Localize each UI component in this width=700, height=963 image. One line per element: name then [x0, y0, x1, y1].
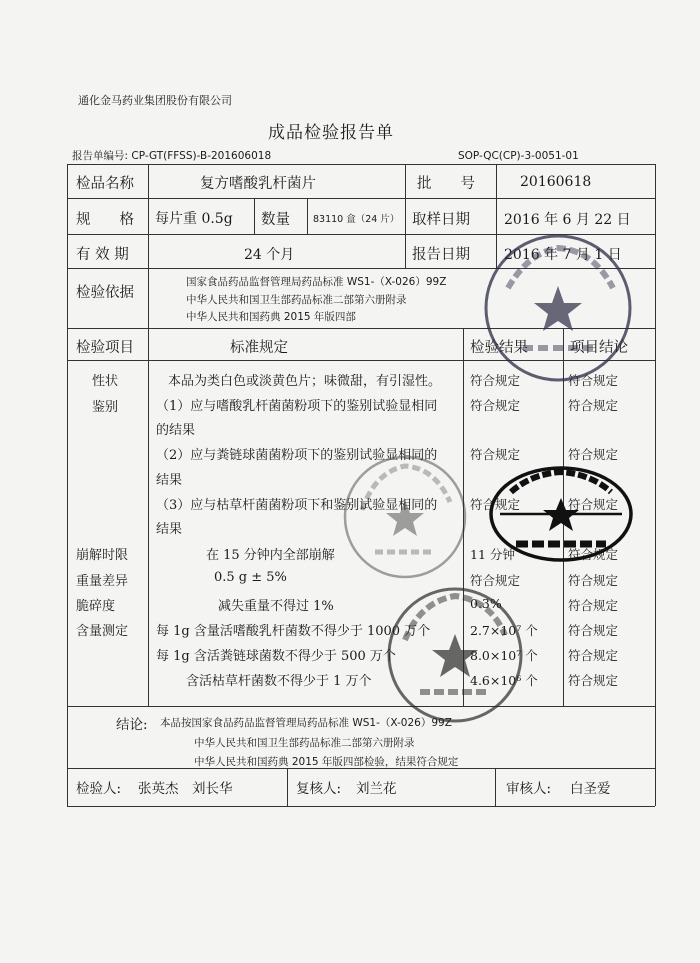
result-content-3: 4.6×10⁶ 个 — [470, 673, 538, 688]
col-standard-header: 标准规定 — [230, 340, 288, 356]
auditor-name: 白圣爱 — [570, 781, 611, 797]
conclusion-cell: 符合规定 — [568, 673, 619, 688]
quality-seal-stamp — [340, 452, 470, 582]
spec-label: 规 格 — [76, 212, 134, 228]
col-divider — [254, 198, 255, 234]
result-disintegration: 11 分钟 — [470, 547, 515, 562]
conclusion-cell: 符合规定 — [568, 398, 619, 413]
quantity-value: 83110 盒（24 片） — [313, 214, 400, 225]
conclusion-cell: 符合规定 — [568, 598, 619, 613]
standard-identification-1: 的结果 — [156, 423, 196, 438]
result-weight: 符合规定 — [470, 573, 521, 588]
sample-date-label: 取样日期 — [412, 212, 470, 228]
col-conclusion-header: 项目结论 — [570, 340, 628, 356]
col-divider — [495, 768, 496, 806]
standard-disintegration: 在 15 分钟内全部崩解 — [206, 548, 335, 563]
quality-management-oval-stamp — [486, 462, 636, 566]
table-border-left — [67, 164, 68, 806]
standard-appearance: 本品为类白色或淡黄色片；味微甜，有引湿性。 — [168, 374, 442, 389]
page-title: 成品检验报告单 — [268, 123, 394, 143]
validity-label: 有 效 期 — [76, 247, 129, 263]
standard-identification-1: （1）应与嗜酸乳杆菌菌粉项下的鉴别试验显相同 — [156, 399, 438, 414]
batch-number: 20160618 — [520, 174, 592, 190]
item-content: 含量测定 — [76, 624, 129, 639]
standard-friability: 减失重量不得过 1% — [218, 599, 334, 614]
batch-label: 批 号 — [417, 176, 475, 192]
result-identification-3: 符合规定 — [470, 497, 521, 512]
conclusion-cell: 符合规定 — [568, 573, 619, 588]
report-date: 2016 年 7 月 1 日 — [504, 247, 622, 263]
inspection-seal-stamp — [478, 228, 638, 388]
basis-line: 国家食品药品监督管理局药品标准 WS1-（X-026）99Z — [186, 276, 447, 288]
standard-weight: 0.5 g ± 5% — [214, 570, 287, 585]
conclusion-cell: 符合规定 — [568, 447, 619, 462]
conclusion-cell: 符合规定 — [568, 547, 619, 562]
validity-value: 24 个月 — [244, 247, 295, 263]
row-divider — [67, 706, 655, 707]
quality-dept-seal-stamp — [380, 580, 530, 730]
result-content-1: 2.7×10⁷ 个 — [470, 623, 538, 638]
spec-value: 每片重 0.5g — [155, 211, 233, 227]
product-name: 复方嗜酸乳杆菌片 — [200, 176, 316, 192]
result-content-2: 8.0×10⁷ 个 — [470, 648, 538, 663]
basis-line: 中华人民共和国卫生部药品标准二部第六册附录 — [186, 294, 407, 306]
basis-line: 中华人民共和国药典 2015 年版四部 — [186, 311, 356, 323]
col-divider — [148, 164, 149, 706]
conclusion-line: 中华人民共和国药典 2015 年版四部检验，结果符合规定 — [194, 756, 459, 768]
auditor-label: 审核人: — [506, 781, 552, 797]
reviewer-label: 复核人: — [296, 781, 342, 797]
sample-date: 2016 年 6 月 22 日 — [504, 212, 631, 228]
table-border-top — [67, 164, 655, 165]
report-number: 报告单编号: CP-GT(FFSS)-B-201606018 — [72, 150, 272, 162]
col-item-header: 检验项目 — [76, 340, 134, 356]
company-name: 通化金马药业集团股份有限公司 — [78, 94, 232, 107]
col-result-header: 检验结果 — [470, 340, 528, 356]
conclusion-label: 结论: — [116, 717, 148, 733]
conclusion-cell: 符合规定 — [568, 373, 619, 388]
reviewer-name: 刘兰花 — [356, 781, 397, 797]
report-date-label: 报告日期 — [412, 247, 470, 263]
result-friability: 0.3% — [470, 596, 502, 611]
result-appearance: 符合规定 — [470, 373, 521, 388]
quantity-label: 数量 — [261, 212, 290, 228]
result-identification-1: 符合规定 — [470, 398, 521, 413]
item-identification: 鉴别 — [92, 400, 119, 415]
standard-identification-3: 结果 — [156, 522, 183, 537]
conclusion-line: 中华人民共和国卫生部药品标准二部第六册附录 — [194, 737, 415, 749]
sop-number: SOP-QC(CP)-3-0051-01 — [458, 150, 579, 162]
standard-content-3: 含活枯草杆菌数不得少于 1 万个 — [186, 674, 372, 689]
inspector-label: 检验人: — [76, 781, 122, 797]
product-label: 检品名称 — [76, 176, 134, 192]
item-disintegration: 崩解时限 — [76, 548, 129, 563]
item-friability: 脆碎度 — [76, 599, 116, 614]
col-divider — [405, 164, 406, 268]
standard-content-2: 每 1g 含活粪链球菌数不得少于 500 万个 — [156, 649, 396, 664]
standard-content-1: 每 1g 含量活嗜酸乳杆菌数不得少于 1000 万个 — [156, 624, 431, 639]
col-divider — [307, 198, 308, 234]
row-divider — [67, 198, 655, 199]
standard-identification-2: （2）应与粪链球菌菌粉项下的鉴别试验显相同的 — [156, 448, 438, 463]
result-identification-2: 符合规定 — [470, 447, 521, 462]
item-appearance: 性状 — [92, 374, 119, 389]
standard-identification-2: 结果 — [156, 473, 183, 488]
conclusion-cell: 符合规定 — [568, 648, 619, 663]
conclusion-cell: 符合规定 — [568, 497, 619, 512]
standard-identification-3: （3）应与枯草杆菌菌粉项下和鉴别试验显相同的 — [156, 498, 438, 513]
table-border-right — [655, 164, 656, 806]
inspector-names: 张英杰 刘长华 — [138, 781, 233, 797]
item-weight: 重量差异 — [76, 574, 129, 589]
col-divider — [287, 768, 288, 806]
table-border-bottom — [67, 806, 655, 807]
conclusion-line: 本品按国家食品药品监督管理局药品标准 WS1-（X-026）99Z — [160, 717, 452, 729]
conclusion-cell: 符合规定 — [568, 623, 619, 638]
basis-label: 检验依据 — [76, 285, 134, 301]
